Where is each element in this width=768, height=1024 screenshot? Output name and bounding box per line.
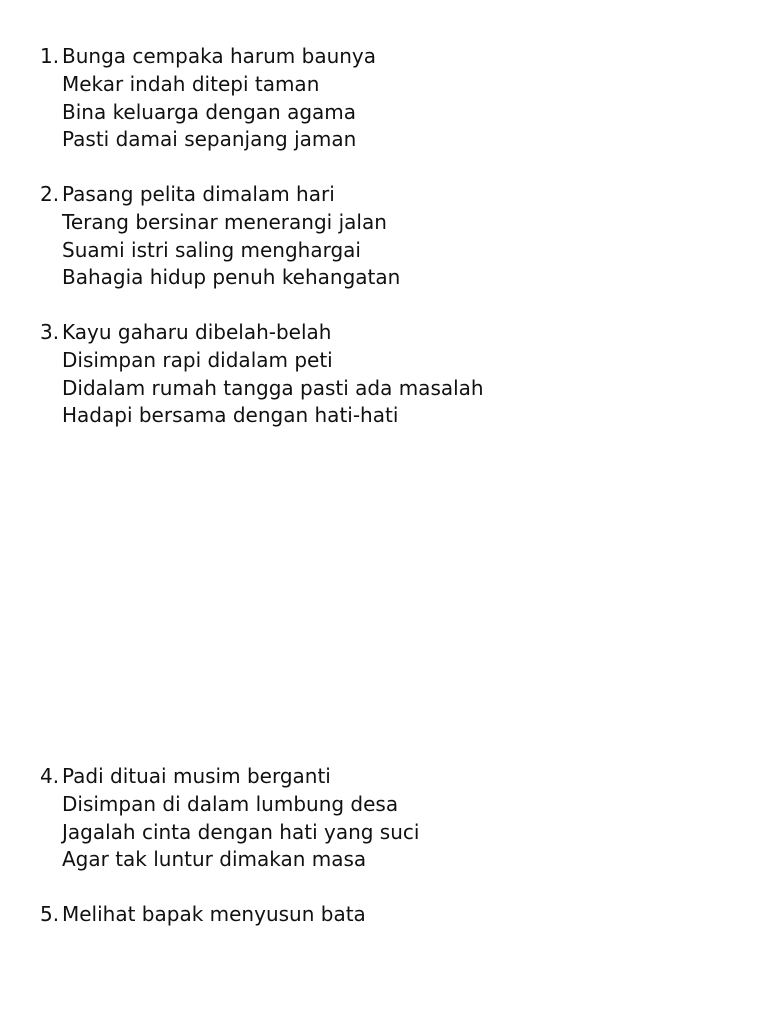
- stanza-line: [40, 846, 740, 874]
- line-text: Hadapi bersama dengan hati-hati: [62, 403, 399, 428]
- line-text: Padi dituai musim berganti: [62, 764, 331, 788]
- stanza-line: [40, 264, 740, 292]
- stanza-line: [40, 375, 740, 403]
- stanza-number: 1.: [40, 44, 60, 68]
- line-text: Bina keluarga dengan agama: [62, 99, 357, 124]
- line-text: Kayu gaharu dibelah-belah: [62, 320, 332, 344]
- stanza-line: [40, 237, 740, 265]
- line-text: Disimpan rapi didalam peti: [62, 347, 333, 372]
- stanza-line: [40, 402, 740, 430]
- stanza-line: [40, 181, 740, 209]
- stanza-2: [40, 181, 740, 292]
- stanza-line: [40, 319, 740, 347]
- stanza-line: [40, 71, 740, 99]
- stanza-1: [40, 43, 740, 154]
- line-text: Bunga cempaka harum baunya: [62, 44, 377, 68]
- stanza-line: [40, 126, 740, 154]
- line-text: Disimpan di dalam lumbung desa: [62, 791, 399, 816]
- stanza-5: [40, 901, 740, 929]
- stanza-line: [40, 791, 740, 819]
- line-text: Terang bersinar menerangi jalan: [62, 209, 387, 234]
- stanza-number: 3.: [40, 320, 60, 344]
- stanza-line: [40, 209, 740, 237]
- stanza-number: 5.: [40, 902, 60, 926]
- stanza-line: [40, 347, 740, 375]
- line-text: Melihat bapak menyusun bata: [62, 902, 366, 926]
- stanza-line: [40, 819, 740, 847]
- line-text: Agar tak luntur dimakan masa: [62, 847, 367, 872]
- stanza-line: [40, 99, 740, 127]
- stanza-number: 4.: [40, 764, 60, 788]
- stanza-line: [40, 901, 740, 929]
- stanza-line: [40, 763, 740, 791]
- line-text: Bahagia hidup penuh kehangatan: [62, 265, 401, 290]
- stanza-3: [40, 319, 740, 430]
- stanza-4: [40, 763, 740, 874]
- stanza-line: [40, 43, 740, 71]
- line-text: Pasang pelita dimalam hari: [62, 182, 335, 206]
- line-text: Suami istri saling menghargai: [62, 237, 361, 262]
- stanza-number: 2.: [40, 182, 60, 206]
- line-text: Jagalah cinta dengan hati yang suci: [62, 819, 420, 844]
- line-text: Didalam rumah tangga pasti ada masalah: [62, 375, 484, 400]
- line-text: Mekar indah ditepi taman: [62, 71, 320, 96]
- line-text: Pasti damai sepanjang jaman: [62, 127, 357, 152]
